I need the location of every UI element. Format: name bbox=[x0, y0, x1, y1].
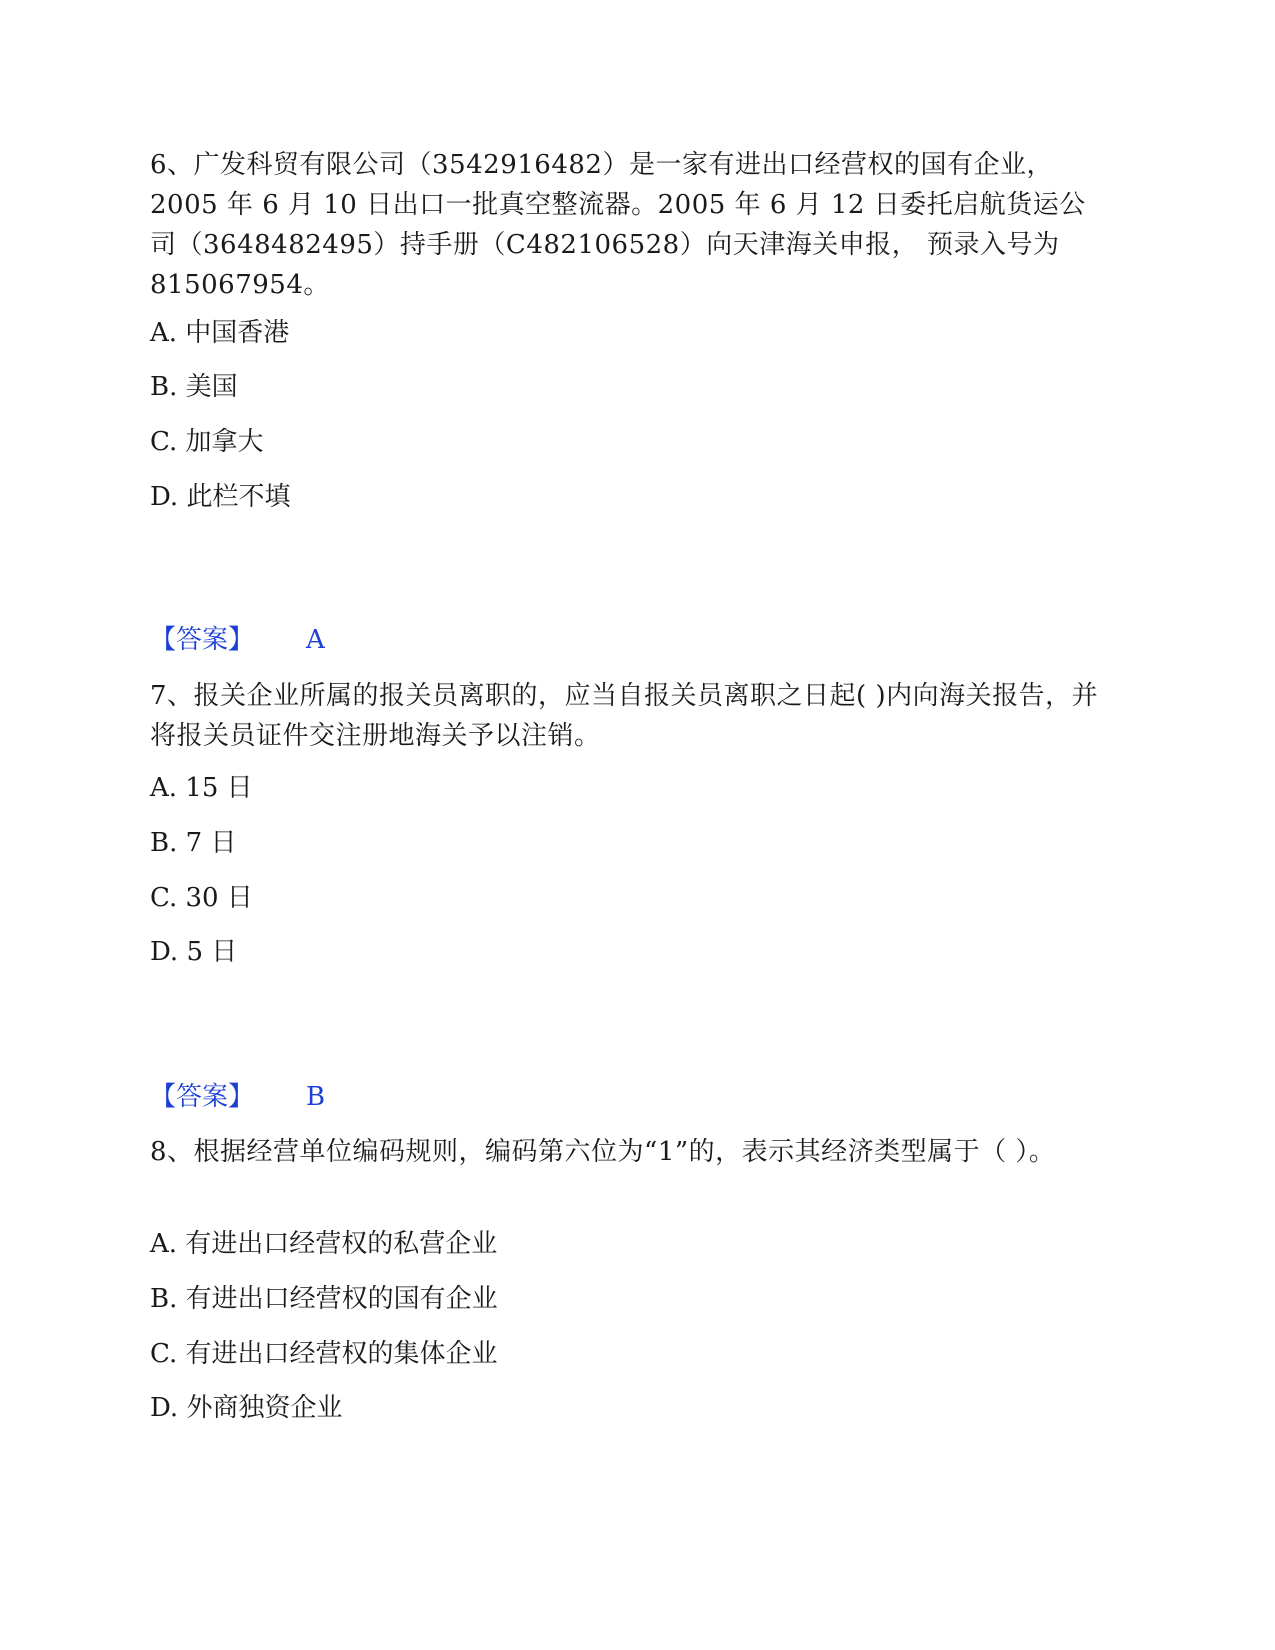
answer-value: A bbox=[306, 625, 325, 655]
question-6-text: 6、广发科贸有限公司（3542916482）是一家有进出口经营权的国有企业，2005 年 6 月 10 日出口一批真空整流器。2005 年 6 月 12 日委托启航货运公司（3648482495）持手册（C482106528）向天津海关申报， 预录入号为 815067954。 bbox=[150, 150, 1086, 300]
question-6-option-a: A. 中国香港 bbox=[150, 318, 290, 348]
question-7-text: 7、报关企业所属的报关员离职的，应当自报关员离职之日起( )内向海关报告，并将报关员证件交注册地海关予以注销。 bbox=[150, 681, 1099, 751]
question-8-option-a: A. 有进出口经营权的私营企业 bbox=[150, 1229, 498, 1259]
question-6-option-c: C. 加拿大 bbox=[150, 427, 264, 457]
question-7-option-b: B. 7 日 bbox=[150, 828, 237, 858]
question-8-option-c: C. 有进出口经营权的集体企业 bbox=[150, 1339, 498, 1369]
answer-value: B bbox=[306, 1082, 326, 1112]
question-7-option-a: A. 15 日 bbox=[150, 773, 253, 803]
question-6-option-d: D. 此栏不填 bbox=[150, 482, 291, 512]
question-6-answer bbox=[150, 622, 325, 658]
question-7-option-d: D. 5 日 bbox=[150, 937, 238, 967]
question-7-option-c: C. 30 日 bbox=[150, 883, 253, 913]
question-8-option-d: D. 外商独资企业 bbox=[150, 1393, 343, 1423]
question-6-option-b: B. 美国 bbox=[150, 372, 238, 402]
question-7-answer bbox=[150, 1079, 325, 1115]
question-8-option-b: B. 有进出口经营权的国有企业 bbox=[150, 1284, 498, 1314]
answer-label: 【答案】 bbox=[150, 625, 255, 655]
answer-label: 【答案】 bbox=[150, 1082, 255, 1112]
question-8-text: 8、根据经营单位编码规则，编码第六位为“1”的，表示其经济类型属于（ ）。 bbox=[150, 1137, 1056, 1167]
